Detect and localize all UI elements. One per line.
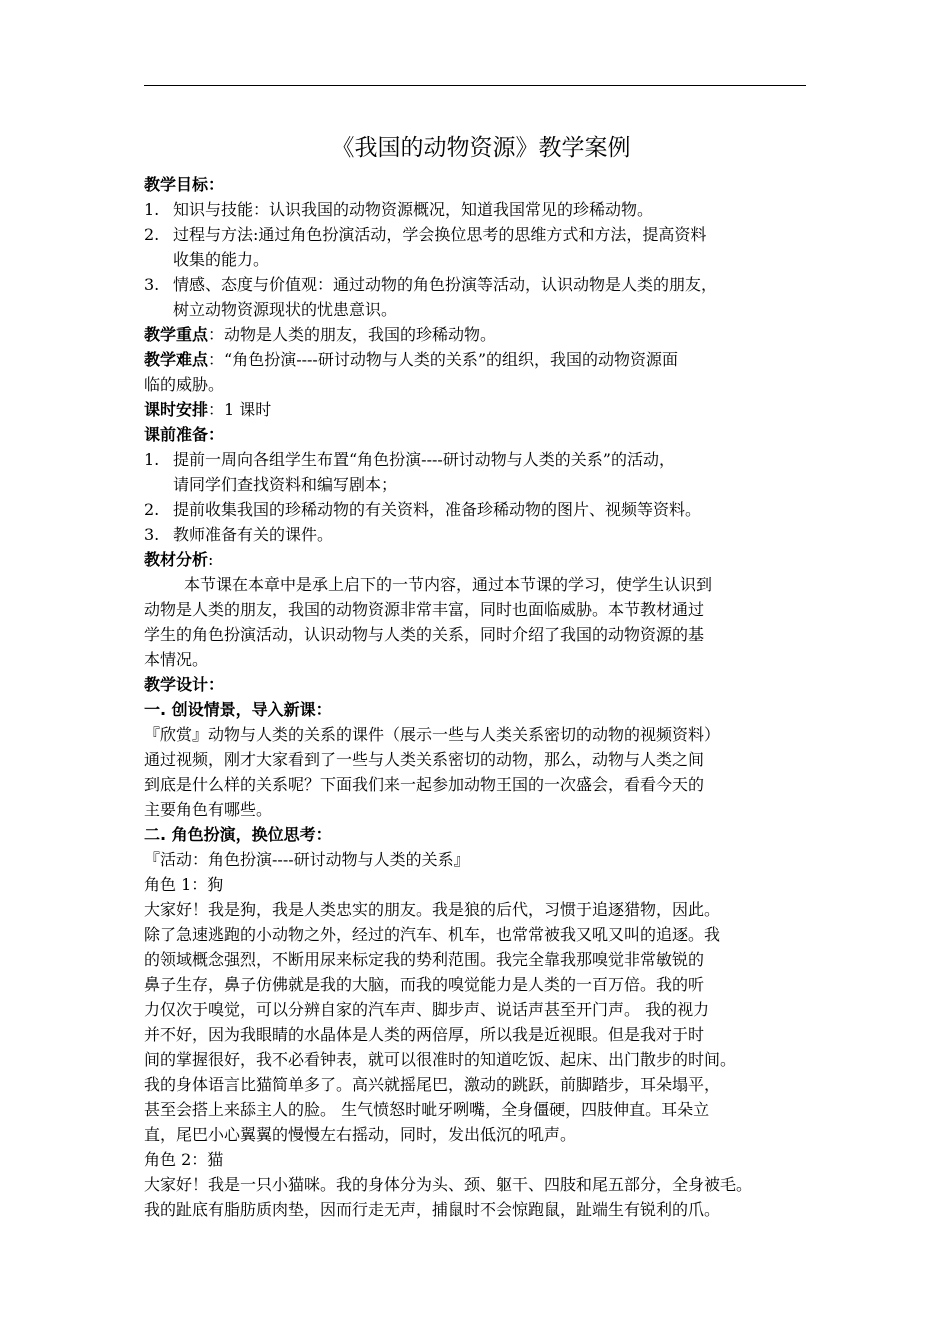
goal-number: 2. <box>144 225 160 244</box>
prep-heading: 课前准备： <box>144 425 225 444</box>
header-rule <box>144 85 806 86</box>
prep-number: 3. <box>144 525 160 544</box>
analysis-text: 本节课在本章中是承上启下的一节内容，通过本节课的学习，使学生认识到 <box>184 575 713 594</box>
role1-text: 力仅次于嗅觉，可以分辨自家的汽车声、脚步声、说话声甚至开门声。 我的视力 <box>144 1000 710 1019</box>
goal-item-2 <box>144 222 810 272</box>
role1-text: 直，尾巴小心翼翼的慢慢左右摇动，同时，发出低沉的吼声。 <box>144 1125 577 1144</box>
document-body <box>144 128 810 1222</box>
goal-text: 树立动物资源现状的忧患意识。 <box>173 300 398 319</box>
role1-text: 除了急速逃跑的小动物之外，经过的汽车、机车，也常常被我又吼又叫的追逐。我 <box>144 925 721 944</box>
goal-text: 过程与方法:通过角色扮演活动，学会换位思考的思维方式和方法，提高资料 <box>173 225 707 244</box>
role1-text: 的领域概念强烈，不断用尿来标定我的势利范围。我完全靠我那嗅觉非常敏锐的 <box>144 950 705 969</box>
key-point <box>144 322 810 347</box>
section1-text: 『欣赏』动物与人类的关系的课件（展示一些与人类关系密切的动物的视频资料） <box>144 725 721 744</box>
difficulty <box>144 347 810 372</box>
prep-item-1 <box>144 447 810 497</box>
goal-item-3 <box>144 272 810 322</box>
goal-number: 1. <box>144 200 160 219</box>
goal-number: 3. <box>144 275 160 294</box>
prep-number: 2. <box>144 500 160 519</box>
role1-text: 鼻子生存，鼻子仿佛就是我的大脑，而我的嗅觉能力是人类的一百万倍。我的听 <box>144 975 705 994</box>
analysis-heading-row <box>144 547 810 572</box>
difficulty-label: 教学难点 <box>144 350 209 369</box>
prep-text: 请同学们查找资料和编写剧本； <box>173 475 398 494</box>
difficulty-continued: 临的威胁。 <box>144 375 225 394</box>
role1-text: 我的身体语言比猫简单多了。高兴就摇尾巴，激动的跳跃，前脚踏步，耳朵塌平， <box>144 1075 721 1094</box>
role2-text: 大家好！我是一只小猫咪。我的身体分为头、颈、躯干、四肢和尾五部分，全身被毛。 <box>144 1175 753 1194</box>
section1-text: 到底是什么样的关系呢？下面我们来一起参加动物王国的一次盛会，看看今天的 <box>144 775 705 794</box>
role1-text: 并不好，因为我眼睛的水晶体是人类的两倍厚，所以我是近视眼。但是我对于时 <box>144 1025 705 1044</box>
key-point-text: ：动物是人类的朋友，我国的珍稀动物。 <box>208 325 497 344</box>
role1-text: 间的掌握很好，我不必看钟表，就可以很准时的知道吃饭、起床、出门散步的时间。 <box>144 1050 737 1069</box>
key-point-label: 教学重点 <box>144 325 209 344</box>
goal-text: 收集的能力。 <box>173 250 270 269</box>
section1-heading: 一. 创设情景，导入新课： <box>144 700 332 719</box>
goal-item-1 <box>144 197 810 222</box>
document-title: 《我国的动物资源》教学案例 <box>331 135 631 161</box>
schedule-label: 课时安排 <box>144 400 209 419</box>
design-heading: 教学设计： <box>144 675 225 694</box>
goals-heading: 教学目标： <box>144 175 225 194</box>
prep-text: 提前一周向各组学生布置“角色扮演----研讨动物与人类的关系”的活动， <box>173 450 675 469</box>
analysis-colon: : <box>208 550 214 569</box>
role2-label: 角色 2：猫 <box>144 1150 224 1169</box>
prep-item-2 <box>144 497 810 522</box>
section1-text: 通过视频，刚才大家看到了一些与人类关系密切的动物，那么，动物与人类之间 <box>144 750 705 769</box>
analysis-heading: 教材分析 <box>144 550 209 569</box>
goal-text: 情感、态度与价值观：通过动物的角色扮演等活动，认识动物是人类的朋友， <box>173 275 718 294</box>
schedule-text: ：1 课时 <box>208 400 272 419</box>
analysis-text: 学生的角色扮演活动，认识动物与人类的关系，同时介绍了我国的动物资源的基 <box>144 625 705 644</box>
section2-heading: 二. 角色扮演，换位思考： <box>144 825 332 844</box>
schedule <box>144 397 810 422</box>
goal-text: 知识与技能：认识我国的动物资源概况，知道我国常见的珍稀动物。 <box>173 200 654 219</box>
role1-text: 大家好！我是狗，我是人类忠实的朋友。我是狼的后代，习惯于追逐猎物，因此。 <box>144 900 721 919</box>
role1-label: 角色 1：狗 <box>144 875 224 894</box>
analysis-text: 动物是人类的朋友，我国的动物资源非常丰富，同时也面临威胁。本节教材通过 <box>144 600 705 619</box>
analysis-text: 本情况。 <box>144 650 209 669</box>
role2-text: 我的趾底有脂肪质肉垫，因而行走无声，捕鼠时不会惊跑鼠，趾端生有锐利的爪。 <box>144 1200 721 1219</box>
prep-text: 教师准备有关的课件。 <box>173 525 334 544</box>
prep-item-3 <box>144 522 810 547</box>
prep-text: 提前收集我国的珍稀动物的有关资料，准备珍稀动物的图片、视频等资料。 <box>173 500 702 519</box>
section1-text: 主要角色有哪些。 <box>144 800 273 819</box>
prep-number: 1. <box>144 450 160 469</box>
role1-text: 甚至会搭上来舔主人的脸。 生气愤怒时呲牙咧嘴，全身僵硬，四肢伸直。耳朵立 <box>144 1100 710 1119</box>
difficulty-text: ：“角色扮演----研讨动物与人类的关系”的组织，我国的动物资源面 <box>208 350 679 369</box>
activity-title: 『活动：角色扮演----研讨动物与人类的关系』 <box>144 850 470 869</box>
